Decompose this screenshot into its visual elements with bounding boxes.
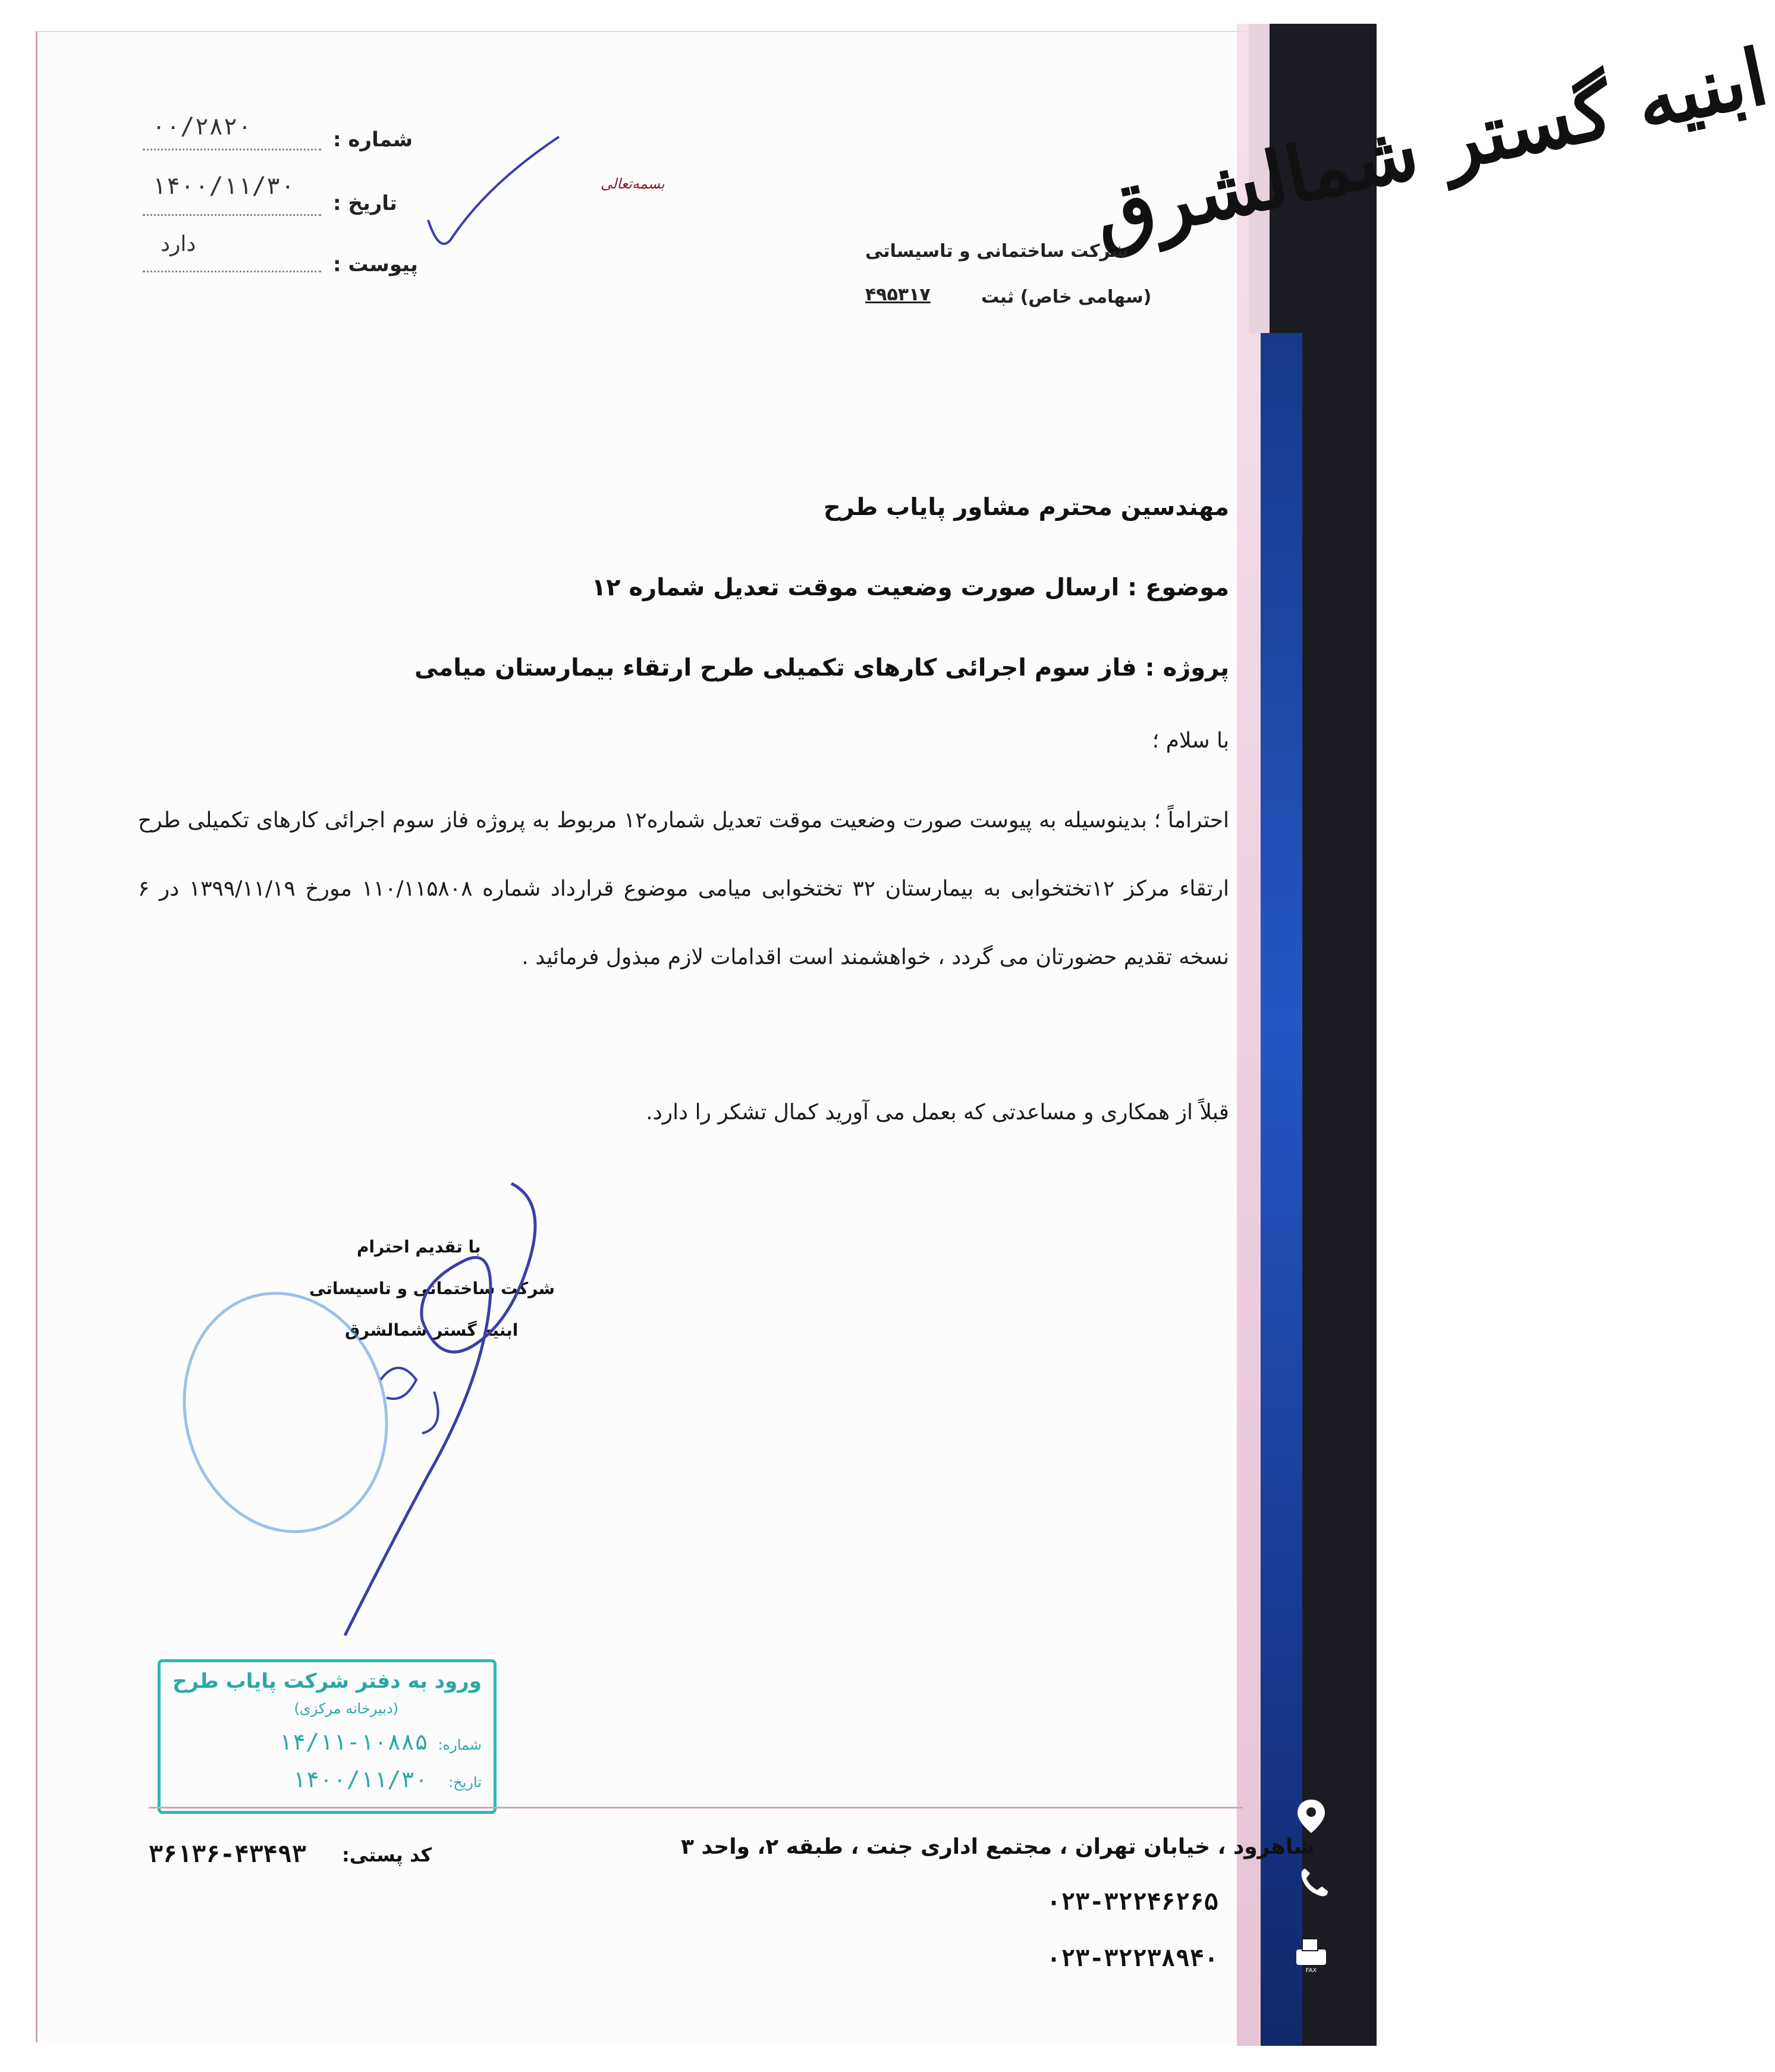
registration-stamp <box>158 1659 497 1814</box>
registration-stamp-title: ورود به دفتر شرکت پایاب طرح <box>172 1669 482 1693</box>
fax-icon-label: FAX <box>1305 1967 1317 1974</box>
number-dotted-line <box>143 149 321 150</box>
attachment-label: پیوست : <box>333 253 418 277</box>
location-pin-icon <box>1290 1796 1332 1838</box>
postal-code-label: کد پستی: <box>342 1844 432 1866</box>
signature-line-1: با تقدیم احترام <box>357 1237 481 1257</box>
company-registration-number: ۴۹۵۳۱۷ <box>865 284 931 305</box>
number-value: ۰۰/۲۸۲۰ <box>152 113 252 140</box>
date-dotted-line <box>143 214 321 216</box>
footer-fax: ۰۲۳-۳۲۲۳۸۹۴۰ <box>1047 1945 1218 1972</box>
attachment-value: دارد <box>161 232 196 256</box>
greeting: با سلام ؛ <box>1152 729 1229 753</box>
phone-icon <box>1293 1861 1335 1903</box>
footer-address: شاهرود ، خیابان تهران ، مجتمع اداری جنت ، طبقه ۲، واحد ۳ <box>681 1835 1315 1859</box>
company-registration-prefix: (سهامی خاص) ثبت <box>981 287 1152 307</box>
recipient: مهندسین محترم مشاور پایاب طرح <box>823 494 1229 521</box>
registration-number-label: شماره: <box>438 1737 482 1753</box>
fax-icon <box>1290 1933 1332 1974</box>
signature-line-2: شرکت ساختمانی و تاسیساتی <box>309 1279 555 1298</box>
date-label: تاریخ : <box>333 191 397 215</box>
handwritten-checkmark <box>416 131 571 262</box>
company-type-line: شرکت ساختمانی و تاسیساتی <box>865 241 1129 262</box>
attachment-dotted-line <box>143 271 321 272</box>
decorative-band-blue <box>1261 333 1302 2046</box>
registration-date-value: ۱۴۰۰/۱۱/۳۰ <box>292 1766 428 1792</box>
bismillah: بسمه‌تعالی <box>601 175 665 192</box>
registration-date-label: تاریخ: <box>448 1774 482 1791</box>
project-title: پروژه : فاز سوم اجرائی کارهای تکمیلی طرح ارتقاء بیمارستان میامی <box>414 654 1229 682</box>
subject: موضوع : ارسال صورت وضعیت موقت تعدیل شماره ۱۲ <box>591 574 1229 601</box>
registration-stamp-subtitle: (دبیرخانه مرکزی) <box>294 1700 398 1717</box>
number-label: شماره : <box>333 128 413 152</box>
registration-number-value: ۱۴/۱۱-۱۰۸۸۵ <box>278 1729 428 1755</box>
footer-phone: ۰۲۳-۳۲۲۴۶۲۶۵ <box>1047 1888 1218 1916</box>
footer-divider <box>149 1807 1243 1809</box>
date-value: ۱۴۰۰/۱۱/۳۰ <box>152 172 295 200</box>
body-paragraph: احتراماً ؛ بدینوسیله به پیوست صورت وضعیت موقت تعدیل شماره۱۲ مربوط به پروژه فاز سوم اجرائی کارهای تکمیلی طرح ارتقاء مرکز ۱۲تختخوابی به بیمارستان ۳۲ تختخوابی میامی موضوع قرارداد شماره ۱۱۰/۱۱۵۸۰۸ مورخ ۱۳۹۹/۱۱/۱۹ در ۶ نسخه تقدیم حضورتان می گردد ، خواهشمند است اقدامات لازم مبذول فرمائید . <box>138 808 1229 969</box>
signature-line-3: ابنیه گستر شمالشرق <box>345 1320 519 1340</box>
closing-line: قبلاً از همکاری و مساعدتی که بعمل می آورید کمال تشکر را دارد. <box>646 1100 1229 1125</box>
company-logo: ابنیه گستر شمالشرق <box>1086 30 1775 263</box>
postal-code-value: ۳۶۱۳۶-۴۳۴۹۳ <box>149 1841 306 1868</box>
